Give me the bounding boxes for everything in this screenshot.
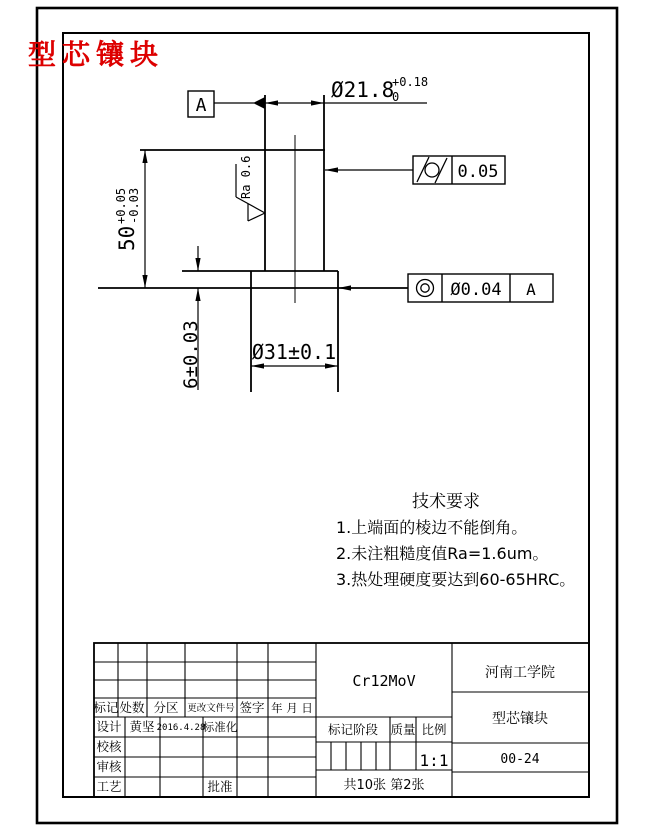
tb-header-mark: 标记 (93, 700, 119, 715)
tb-header-count: 处数 (119, 700, 145, 715)
dim-text: 6±0.03 (180, 320, 202, 389)
dim-text: Ø31±0.1 (251, 340, 337, 364)
tb-scale-value: 1:1 (419, 751, 449, 770)
dim-tol-upper: +0.05 (114, 187, 128, 224)
cylindricity-slash-left (417, 157, 429, 182)
tb-organization: 河南工学院 (485, 665, 555, 681)
roughness-short-leg (248, 213, 265, 221)
arrow-left-icon (325, 167, 338, 172)
arrow-right-icon (311, 100, 324, 105)
tb-approve-label: 批准 (207, 779, 233, 794)
tb-design-date: 2016.4.28 (156, 723, 206, 733)
arrow-up-icon (142, 150, 147, 163)
tb-part-name: 型芯镶块 (492, 711, 548, 727)
roughness-value: Ra 0.6 (239, 155, 253, 199)
title-block-text (93, 664, 555, 794)
tb-designer-name: 黄坚 (129, 719, 155, 734)
tb-design-label: 设计 (96, 719, 122, 734)
tech-title: 技术要求 (412, 492, 480, 512)
datum-feature-a (188, 91, 265, 117)
tb-header-sign: 签字 (239, 700, 265, 715)
arrow-left-icon (338, 285, 351, 290)
sheet-title-red: 型芯镶块 (28, 38, 165, 71)
tech-item-2: 2.未注粗糙度值Ra=1.6um。 (336, 544, 549, 563)
arrow-left-icon (265, 100, 278, 105)
fcf-value: Ø0.04 (450, 280, 502, 300)
tb-std-label: 标准化 (202, 720, 238, 734)
arrow-down-icon (142, 275, 147, 288)
dim-diameter-flange (251, 340, 338, 369)
cylindricity-slash-right (435, 158, 447, 183)
tb-header-date: 年 月 日 (271, 701, 313, 715)
tb-check-label: 校核 (96, 739, 122, 754)
datum-letter: A (195, 95, 207, 116)
dim-diameter-top (265, 75, 428, 106)
datum-triangle-icon (253, 97, 265, 109)
tb-scale-label: 比例 (421, 722, 447, 737)
fcf-value: 0.05 (457, 162, 499, 182)
tech-item-1: 1.上端面的棱边不能倒角。 (336, 518, 528, 537)
dim-height-50 (114, 150, 148, 288)
fcf-datum-ref: A (526, 280, 536, 299)
dim-text: Ø21.8 (331, 78, 395, 102)
tb-material: Cr12MoV (352, 672, 416, 690)
tb-header-zone: 分区 (153, 700, 179, 715)
tb-mass-label: 质量 (390, 722, 416, 737)
arrow-down-icon (195, 258, 200, 271)
fcf-cylindricity (325, 156, 505, 184)
arrow-up-icon (195, 288, 200, 301)
arrow-left-icon (251, 363, 264, 368)
concentricity-symbol-icon (417, 280, 434, 297)
dim-text: 50 (115, 225, 139, 251)
tech-requirements (336, 492, 575, 589)
tb-drawing-number: 00-24 (500, 752, 540, 767)
tb-sheet-info: 共10张 第2张 (343, 778, 425, 793)
arrow-right-icon (325, 363, 338, 368)
dim-tol-lower: 0 (392, 90, 400, 104)
tb-stage-label: 标记阶段 (327, 722, 379, 737)
tb-audit-label: 审核 (96, 759, 122, 774)
tb-process-label: 工艺 (96, 779, 122, 794)
cylindricity-symbol-icon (425, 163, 439, 177)
inner-frame (63, 33, 589, 797)
tech-item-3: 3.热处理硬度要达到60-65HRC。 (336, 570, 576, 589)
dim-tol-lower: -0.03 (127, 187, 141, 224)
concentricity-symbol-inner-icon (421, 284, 429, 292)
roughness-mark (236, 156, 265, 221)
tb-header-docno: 更改文件号 (187, 703, 235, 714)
dim-tol-upper: +0.18 (392, 75, 429, 89)
dim-flange-height (180, 246, 202, 390)
